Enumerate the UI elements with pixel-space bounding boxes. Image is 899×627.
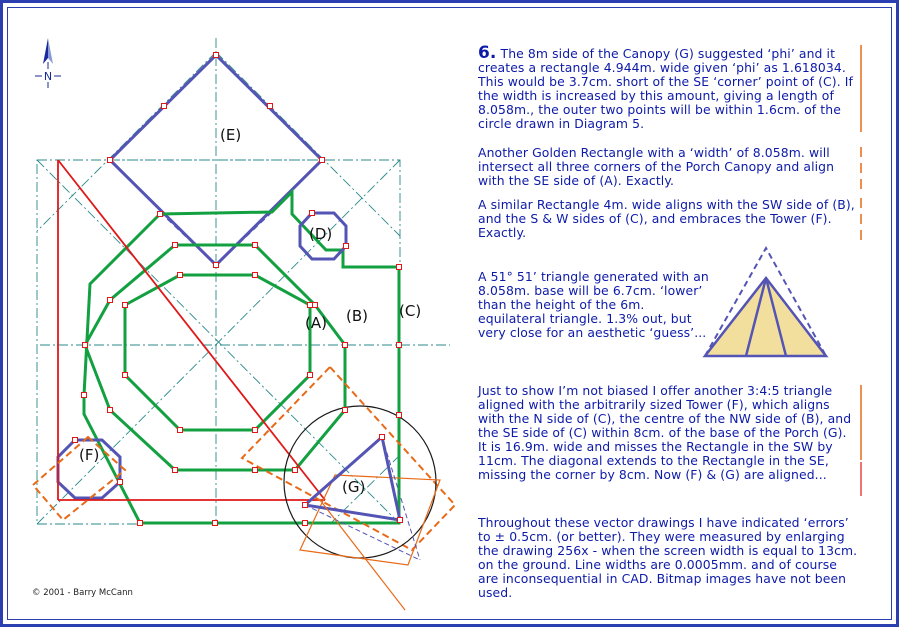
- vertex-marker: [108, 298, 113, 303]
- vertex-marker: [303, 503, 308, 508]
- label-e: (E): [220, 126, 242, 144]
- vertex-marker: [310, 211, 315, 216]
- triangle-illustration: [705, 248, 826, 356]
- label-g: (G): [342, 478, 366, 496]
- vertex-marker: [108, 408, 113, 413]
- paragraph-5: [478, 384, 858, 482]
- vertex-marker: [398, 518, 403, 523]
- paragraph-number: 6.: [478, 43, 497, 63]
- vertex-marker: [293, 468, 298, 473]
- paragraph-6-text: Throughout these vector drawings I have indicated ‘errors’ to ± 0.5cm. (or better). They were measured by enlarging the drawing 256x - when the screen width is equal to 13cm. on the ground. Line widths are 0.0005mm. and of course are inconsequential in CAD. Bitmap images have not been used.: [478, 515, 858, 600]
- label-d: (D): [309, 225, 333, 243]
- vertex-marker: [213, 521, 218, 526]
- paragraph-1: [478, 43, 858, 131]
- vertex-marker: [397, 413, 402, 418]
- label-b: (B): [346, 307, 368, 325]
- vertex-marker: [303, 521, 308, 526]
- vertex-marker: [253, 428, 258, 433]
- vertex-marker: [214, 263, 219, 268]
- paragraph-2-text: Another Golden Rectangle with a ‘width’ of 8.058m. will intersect all three corners of the Porch Canopy and align with the SE side of (A). Exactly.: [478, 145, 835, 188]
- vertex-marker: [73, 438, 78, 443]
- vertex-marker: [268, 104, 273, 109]
- paragraph-2: [478, 146, 858, 188]
- vertex-marker: [138, 521, 143, 526]
- vertex-marker: [178, 273, 183, 278]
- vertex-marker: [308, 373, 313, 378]
- vertex-marker: [253, 273, 258, 278]
- vertex-marker: [173, 243, 178, 248]
- paragraph-5-text: Just to show I’m not biased I offer another 3:4:5 triangle aligned with the arbitrarily sized Tower (F), which aligns with the N side of (C), the centre of the NW side of (B), and the SE side of (C) within 8cm. of the base of the Porch (G). It is 16.9m. wide and misses the Rectangle in the SW by 11cm. The diagonal extends to the Rectangle in the SE, missing the corner by 8cm. Now (F) & (G) are aligned...: [478, 383, 852, 482]
- vertex-marker: [253, 468, 258, 473]
- vertex-marker: [173, 468, 178, 473]
- paragraph-1-text: The 8m side of the Canopy (G) suggested ‘phi’ and it creates a rectangle 4.944m. wide given ‘phi’ as 1.618034. This would be 3.7cm. short of the SE ‘corner’ point of (C). If the width is increased by this amount, giving a length of 8.058m., the outer two points will be within 1.6cm. of the circle drawn in Diagram 5.: [478, 46, 854, 131]
- vertex-marker: [320, 158, 325, 163]
- vertex-marker: [397, 265, 402, 270]
- label-a: (A): [305, 314, 327, 332]
- copyright-text: © 2001 - Barry McCann: [32, 588, 133, 598]
- vertex-marker: [214, 53, 219, 58]
- paragraph-4: [478, 270, 714, 340]
- paragraph-3-text: A similar Rectangle 4m. wide aligns with the SW side of (B), and the S & W sides of (C), and embraces the Tower (F). Exactly.: [478, 197, 855, 240]
- vertex-marker: [108, 158, 113, 163]
- vertex-marker: [123, 303, 128, 308]
- compass-label: N: [43, 70, 53, 83]
- label-f: (F): [79, 446, 100, 464]
- vertex-marker: [178, 428, 183, 433]
- vertex-marker: [313, 303, 318, 308]
- vertex-marker: [158, 212, 163, 217]
- vertex-marker: [343, 343, 348, 348]
- vertex-marker: [343, 408, 348, 413]
- vertex-marker: [118, 480, 123, 485]
- vertex-marker: [83, 343, 88, 348]
- north-arrow-icon: [35, 38, 61, 88]
- vertex-marker: [380, 435, 385, 440]
- paragraph-3: [478, 198, 858, 240]
- vertex-marker: [162, 104, 167, 109]
- vertex-marker: [82, 393, 87, 398]
- label-c: (C): [399, 302, 422, 320]
- shape-a-octagon: [125, 275, 310, 430]
- vertex-marker: [123, 373, 128, 378]
- vertex-marker: [397, 343, 402, 348]
- vertex-marker: [253, 243, 258, 248]
- vertex-marker: [344, 244, 349, 249]
- paragraph-6: [478, 516, 858, 600]
- vertex-marker: [308, 303, 313, 308]
- paragraph-4-text: A 51° 51’ triangle generated with an 8.058m. base will be 6.7cm. ‘lower’ than the height of the 6m. equilateral triangle. 1.3% out, but very close for an aesthetic ‘guess’...: [478, 269, 709, 340]
